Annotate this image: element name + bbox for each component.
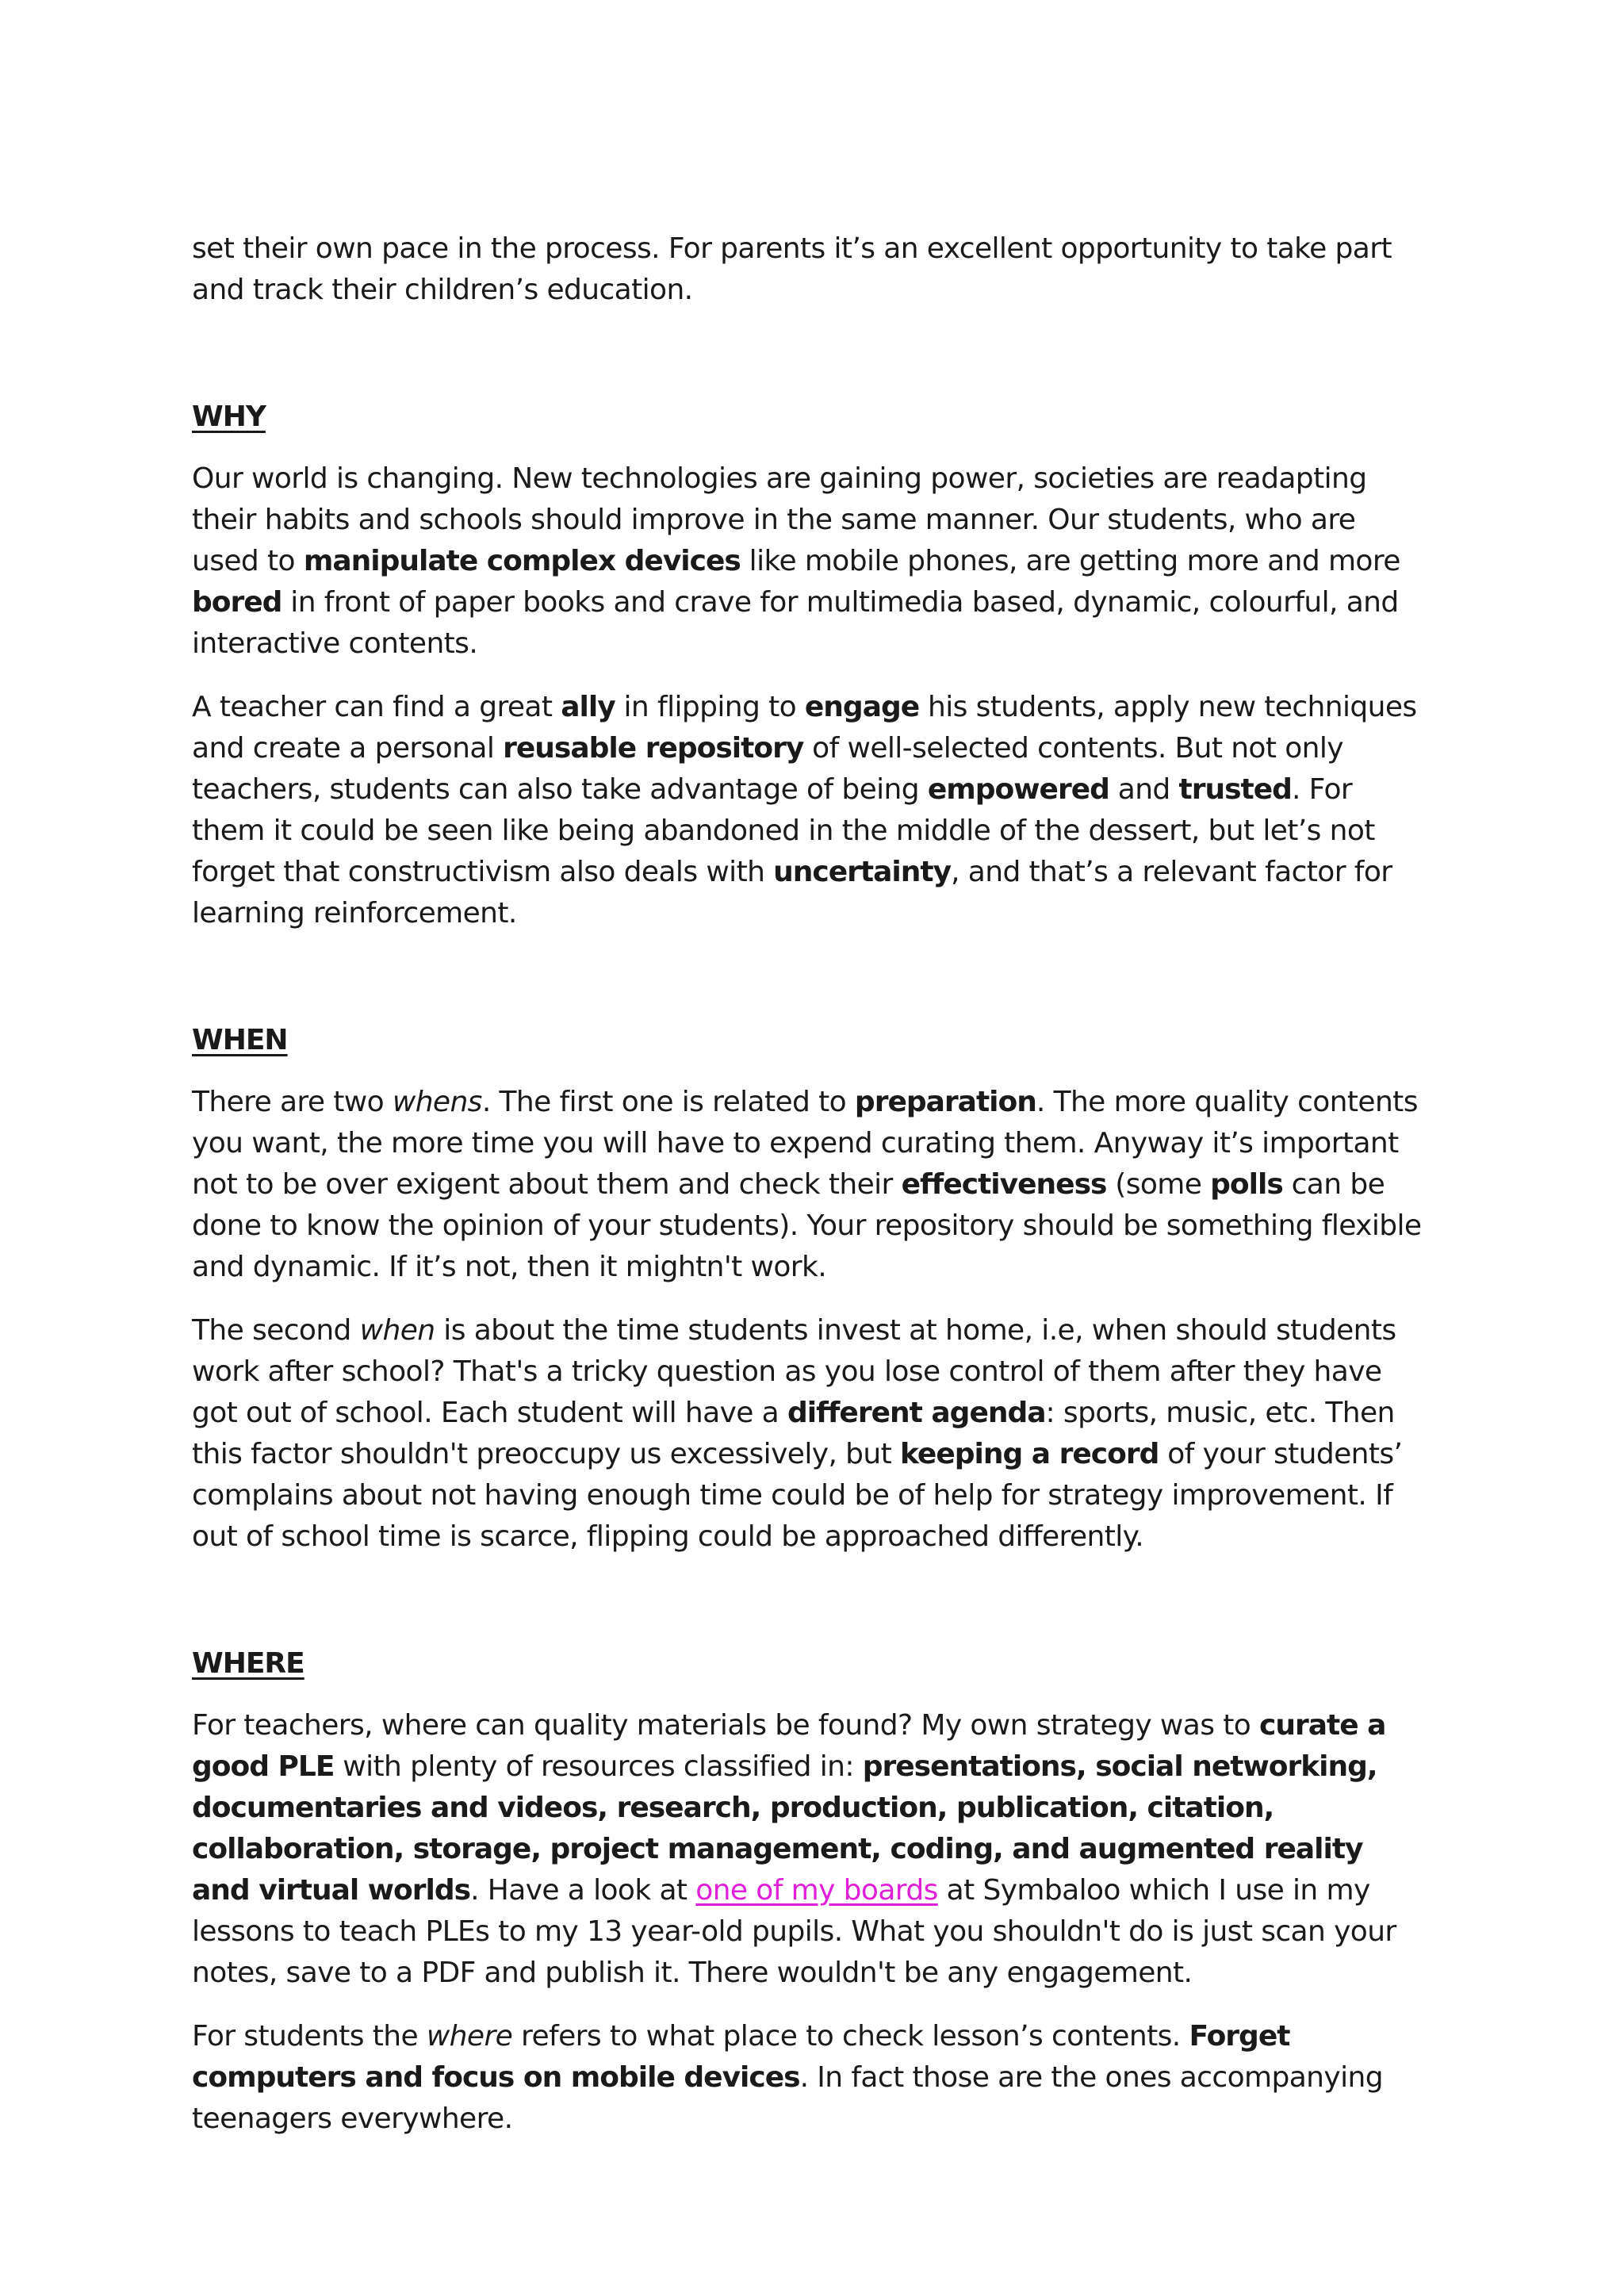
intro-paragraph: set their own pace in the process. For parents it’s an excellent opportunity to take part and track their children’s education. [192, 232, 1392, 306]
document-body [192, 228, 1429, 2140]
where-paragraph-1: For teachers, where can quality materials be found? My own strategy was to curate a good PLE with plenty of resources classified in: presentations, social networking, documentaries and videos, research, production, publication, citation, collaboration, storage, project management, coding, and augmented reality and virtual worlds. Have a look at one of my boards at Symbaloo which I use in my lessons to teach PLEs to my 13 year-old pupils. What you shouldn't do is just scan your notes, save to a PDF and publish it. There wouldn't be any engagement. [192, 1709, 1396, 1989]
when-paragraph-2: The second when is about the time students invest at home, i.e, when should students work after school? That's a tricky question as you lose control of them after they have got out of school. Each student will have a different agenda: sports, music, etc. Then this factor shouldn't preoccupy us excessively, but keeping a record of your students’ complains about not having enough time could be of help for strategy improvement. If out of school time is scarce, flipping could be approached differently. [192, 1314, 1403, 1553]
heading-why: WHY [192, 401, 266, 433]
why-paragraph-2: A teacher can find a great ally in flipping to engage his students, apply new techniques and create a personal reusable repository of well-selected contents. But not only teachers, students can also take advantage of being empowered and trusted. For them it could be seen like being abandoned in the middle of the dessert, but let’s not forget that constructivism also deals with uncertainty, and that’s a relevant factor for learning reinforcement. [192, 691, 1417, 930]
why-paragraph-1: Our world is changing. New technologies are gaining power, societies are readapting their habits and schools should improve in the same manner. Our students, who are used to manipulate complex devices like mobile phones, are getting more and more bored in front of paper books and crave for multimedia based, dynamic, colourful, and interactive contents. [192, 462, 1400, 660]
section-where [192, 1643, 1429, 2140]
heading-when: WHEN [192, 1024, 288, 1056]
section-why [192, 397, 1429, 934]
section-when [192, 1020, 1429, 1558]
heading-where: WHERE [192, 1647, 304, 1680]
symbaloo-boards-link[interactable]: one of my boards [695, 1874, 938, 1907]
where-paragraph-2: For students the where refers to what place to check lesson’s contents. Forget computers and focus on mobile devices. In fact those are the ones accompanying teenagers everywhere. [192, 2020, 1383, 2135]
when-paragraph-1: There are two whens. The first one is related to preparation. The more quality contents you want, the more time you will have to expend curating them. Anyway it’s important not to be over exigent about them and check their effectiveness (some polls can be done to know the opinion of your students). Your repository should be something flexible and dynamic. If it’s not, then it mightn't work. [192, 1086, 1422, 1283]
